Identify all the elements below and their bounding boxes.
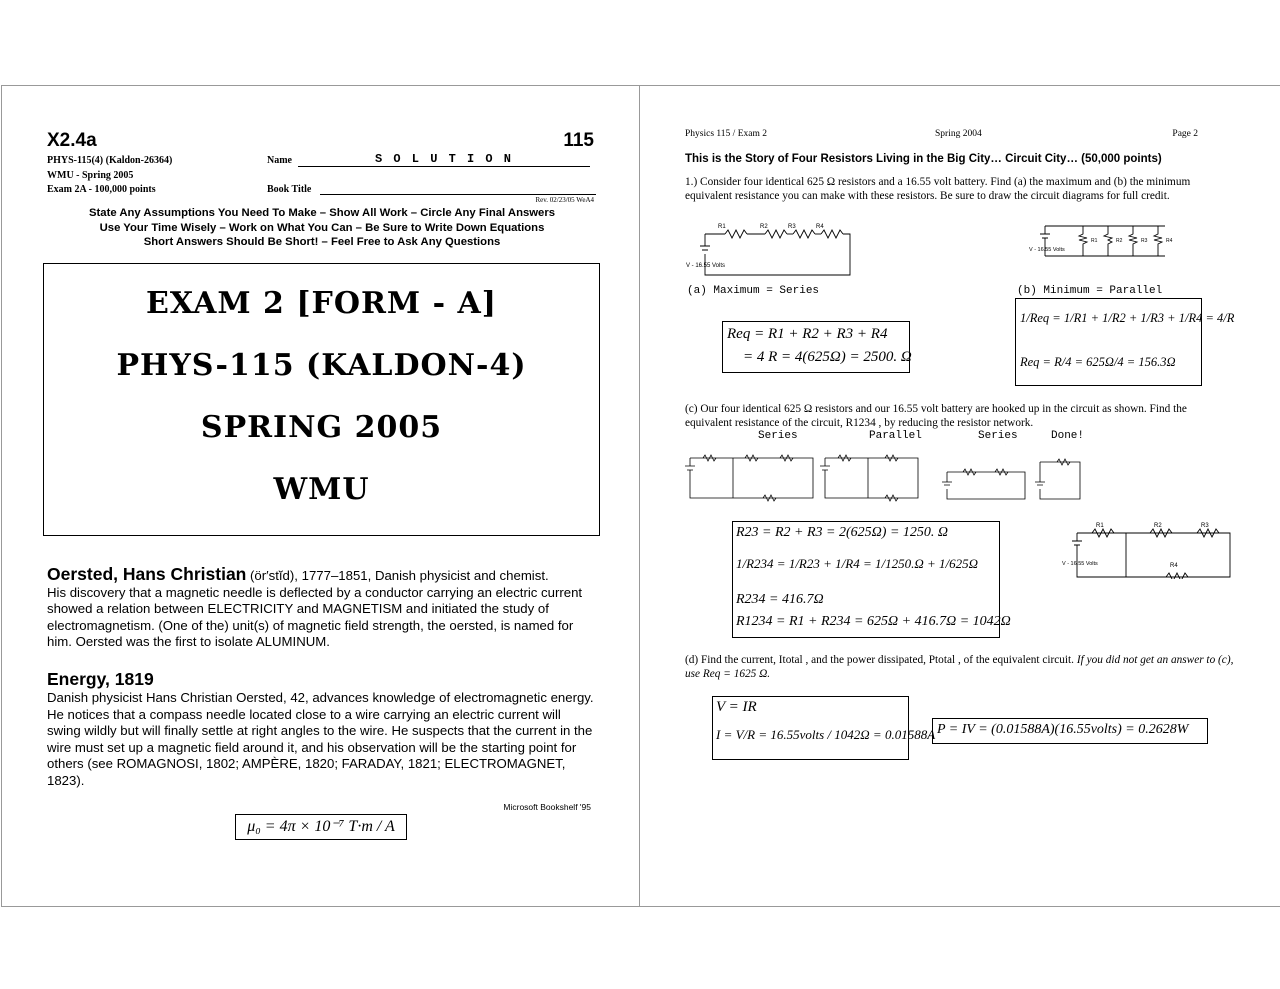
exam-code: X2.4a — [47, 130, 97, 151]
story-title: This is the Story of Four Resistors Living in the Big City… Circuit City… (50,000 points) — [685, 153, 1162, 165]
part-d-power — [932, 718, 1208, 744]
mu0-equation: μ₀ = 4π × 10⁻⁷ T·m / A — [235, 814, 407, 840]
resistor-label: R1 — [718, 224, 726, 230]
part-c-eq1: R23 = R2 + R3 = 2(625Ω) = 1250. Ω — [736, 525, 949, 540]
oersted-entry — [47, 566, 597, 651]
resistor-label: R2 — [1116, 238, 1123, 244]
reduction-circuits — [685, 444, 1145, 504]
part-a-answer — [722, 321, 910, 373]
resistor-label: R4 — [816, 224, 824, 230]
battery-label: V - 16.55 Volts — [686, 263, 726, 269]
part-c-eq4: R1234 = R1 + R234 = 625Ω + 416.7Ω = 1042Ω — [736, 614, 1011, 629]
oersted-description: His discovery that a magnetic needle is deflected by a conductor carrying an electric current showed a relation between ELECTRICITY and MAGNETISM and initiated the study of electromagnetism. (One of the) unit(s) of magnetic field strength, the oersted, is named for him. Oersted was the first to isolate ALUMINUM. — [47, 584, 583, 649]
book-title-label: Book Title — [267, 184, 312, 195]
step-label: Series — [758, 430, 798, 442]
part-b-eq1: 1/Req = 1/R1 + 1/R2 + 1/R3 + 1/R4 = 4/R — [1020, 311, 1235, 325]
part-b-eq2: Req = R/4 = 625Ω/4 = 156.3Ω — [1020, 355, 1176, 369]
title-block — [43, 263, 600, 536]
oersted-name: Oersted, Hans Christian — [47, 564, 247, 584]
resistor-label: R3 — [1201, 523, 1209, 529]
step-label: Series — [978, 430, 1018, 442]
part-a-eq1: Req = R1 + R2 + R3 + R4 — [727, 326, 888, 342]
name-field: S O L U T I O N — [298, 152, 590, 167]
part-d-eq2: I = V/R = 16.55volts / 1042Ω = 0.01588A — [716, 727, 936, 742]
resistor-label: R4 — [1170, 563, 1178, 569]
part-c-eq2: 1/R234 = 1/R23 + 1/R4 = 1/1250.Ω + 1/625Ω — [736, 556, 979, 571]
instruction-line: Use Your Time Wisely – Work on What You Can – Be Sure to Write Down Equations — [99, 221, 545, 234]
header-course: Physics 115 / Exam 2 — [685, 129, 767, 139]
resistor-label: R1 — [1096, 523, 1104, 529]
title-line: PHYS-115 (KALDON-4) — [116, 348, 527, 383]
parallel-circuit — [1025, 222, 1175, 258]
part-c-circuit — [1062, 519, 1232, 579]
part-c-answer — [732, 521, 1011, 638]
part-d-eq1: V = IR — [716, 699, 757, 715]
part-c-eq3: R234 = 416.7Ω — [736, 592, 824, 607]
title-line: WMU — [273, 472, 370, 507]
name-label: Name — [267, 155, 292, 166]
battery-label: V - 16.55 Volts — [1029, 247, 1065, 253]
book-title-field — [320, 194, 596, 195]
part-d-eq3: P = IV = (0.01588A)(16.55volts) = 0.2628W — [937, 722, 1189, 737]
oersted-pronunciation: (ör′stĭd), 1777–1851, Danish physicist and chemist. — [246, 568, 549, 583]
header-page: Page 2 — [1172, 129, 1198, 139]
step-label: Parallel — [869, 430, 922, 442]
title-line: SPRING 2005 — [200, 410, 443, 445]
instruction-line: State Any Assumptions You Need To Make – Show All Work – Circle Any Final Answers — [89, 207, 555, 219]
battery-label: V - 16.55 Volts — [1062, 561, 1098, 567]
energy-heading: Energy, 1819 — [47, 669, 154, 689]
instruction-line: Short Answers Should Be Short! – Feel Free to Ask Any Questions — [143, 236, 501, 248]
instructions — [32, 206, 612, 250]
resistor-label: R3 — [788, 224, 796, 230]
school-line: WMU - Spring 2005 — [47, 170, 134, 181]
part-d-hint: If you did not get an answer to (c), use Req = 1625 Ω. — [685, 654, 1234, 680]
part-a-eq2: = 4 R = 4(625Ω) = 2500. Ω — [743, 349, 912, 365]
left-page — [1, 85, 640, 907]
title-line: EXAM 2 [FORM - A] — [146, 286, 497, 321]
points-total: 115 — [563, 130, 594, 151]
exam-line: Exam 2A - 100,000 points — [47, 184, 156, 195]
right-page — [639, 85, 1280, 907]
resistor-label: R2 — [760, 224, 768, 230]
series-circuit — [685, 218, 855, 278]
source-credit: Microsoft Bookshelf '95 — [503, 802, 591, 812]
header-term: Spring 2004 — [935, 129, 982, 139]
part-d-question — [685, 653, 1240, 681]
part-b-answer — [1015, 298, 1235, 386]
course-line: PHYS-115(4) (Kaldon-26364) — [47, 155, 173, 166]
part-c-question: (c) Our four identical 625 Ω resistors and our 16.55 volt battery are hooked up in the circuit as shown. Find the equivalent resistance of the circuit, R1234 , by reducing the resistor network. — [685, 403, 1187, 429]
step-label: Done! — [1051, 430, 1085, 442]
part-d-text: (d) Find the current, Itotal , and the power dissipated, Ptotal , of the equivalent circuit. — [685, 654, 1075, 666]
resistor-label: R3 — [1141, 238, 1148, 244]
revision-note: Rev. 02/23/05 WeA4 — [535, 196, 594, 204]
resistor-label: R2 — [1154, 523, 1162, 529]
energy-text: Danish physicist Hans Christian Oersted, 42, advances knowledge of electromagnetic energy. He notices that a compass needle located close to a wire carrying an electric current will swing wildly but will finally settle at right angles to the wire. He suspects that the current in the wire must set up a magnetic field around it, and his observation will be the starting point for others (see ROMAGNOSI, 1802; AMPÈRE, 1820; FARADAY, 1821; ELECTROMAGNET, 1823). — [47, 690, 594, 788]
part-d-current — [712, 696, 936, 760]
part-a-label: (a) Maximum = Series — [687, 285, 820, 297]
question-1: 1.) Consider four identical 625 Ω resistors and a 16.55 volt battery. Find (a) the maximum and (b) the minimum equivalent resistance you can make with these resistors. Be sure to draw the circuit diagrams for full credit. — [685, 176, 1191, 202]
resistor-label: R4 — [1166, 238, 1173, 244]
resistor-label: R1 — [1091, 238, 1098, 244]
part-b-label: (b) Minimum = Parallel — [1017, 285, 1163, 297]
